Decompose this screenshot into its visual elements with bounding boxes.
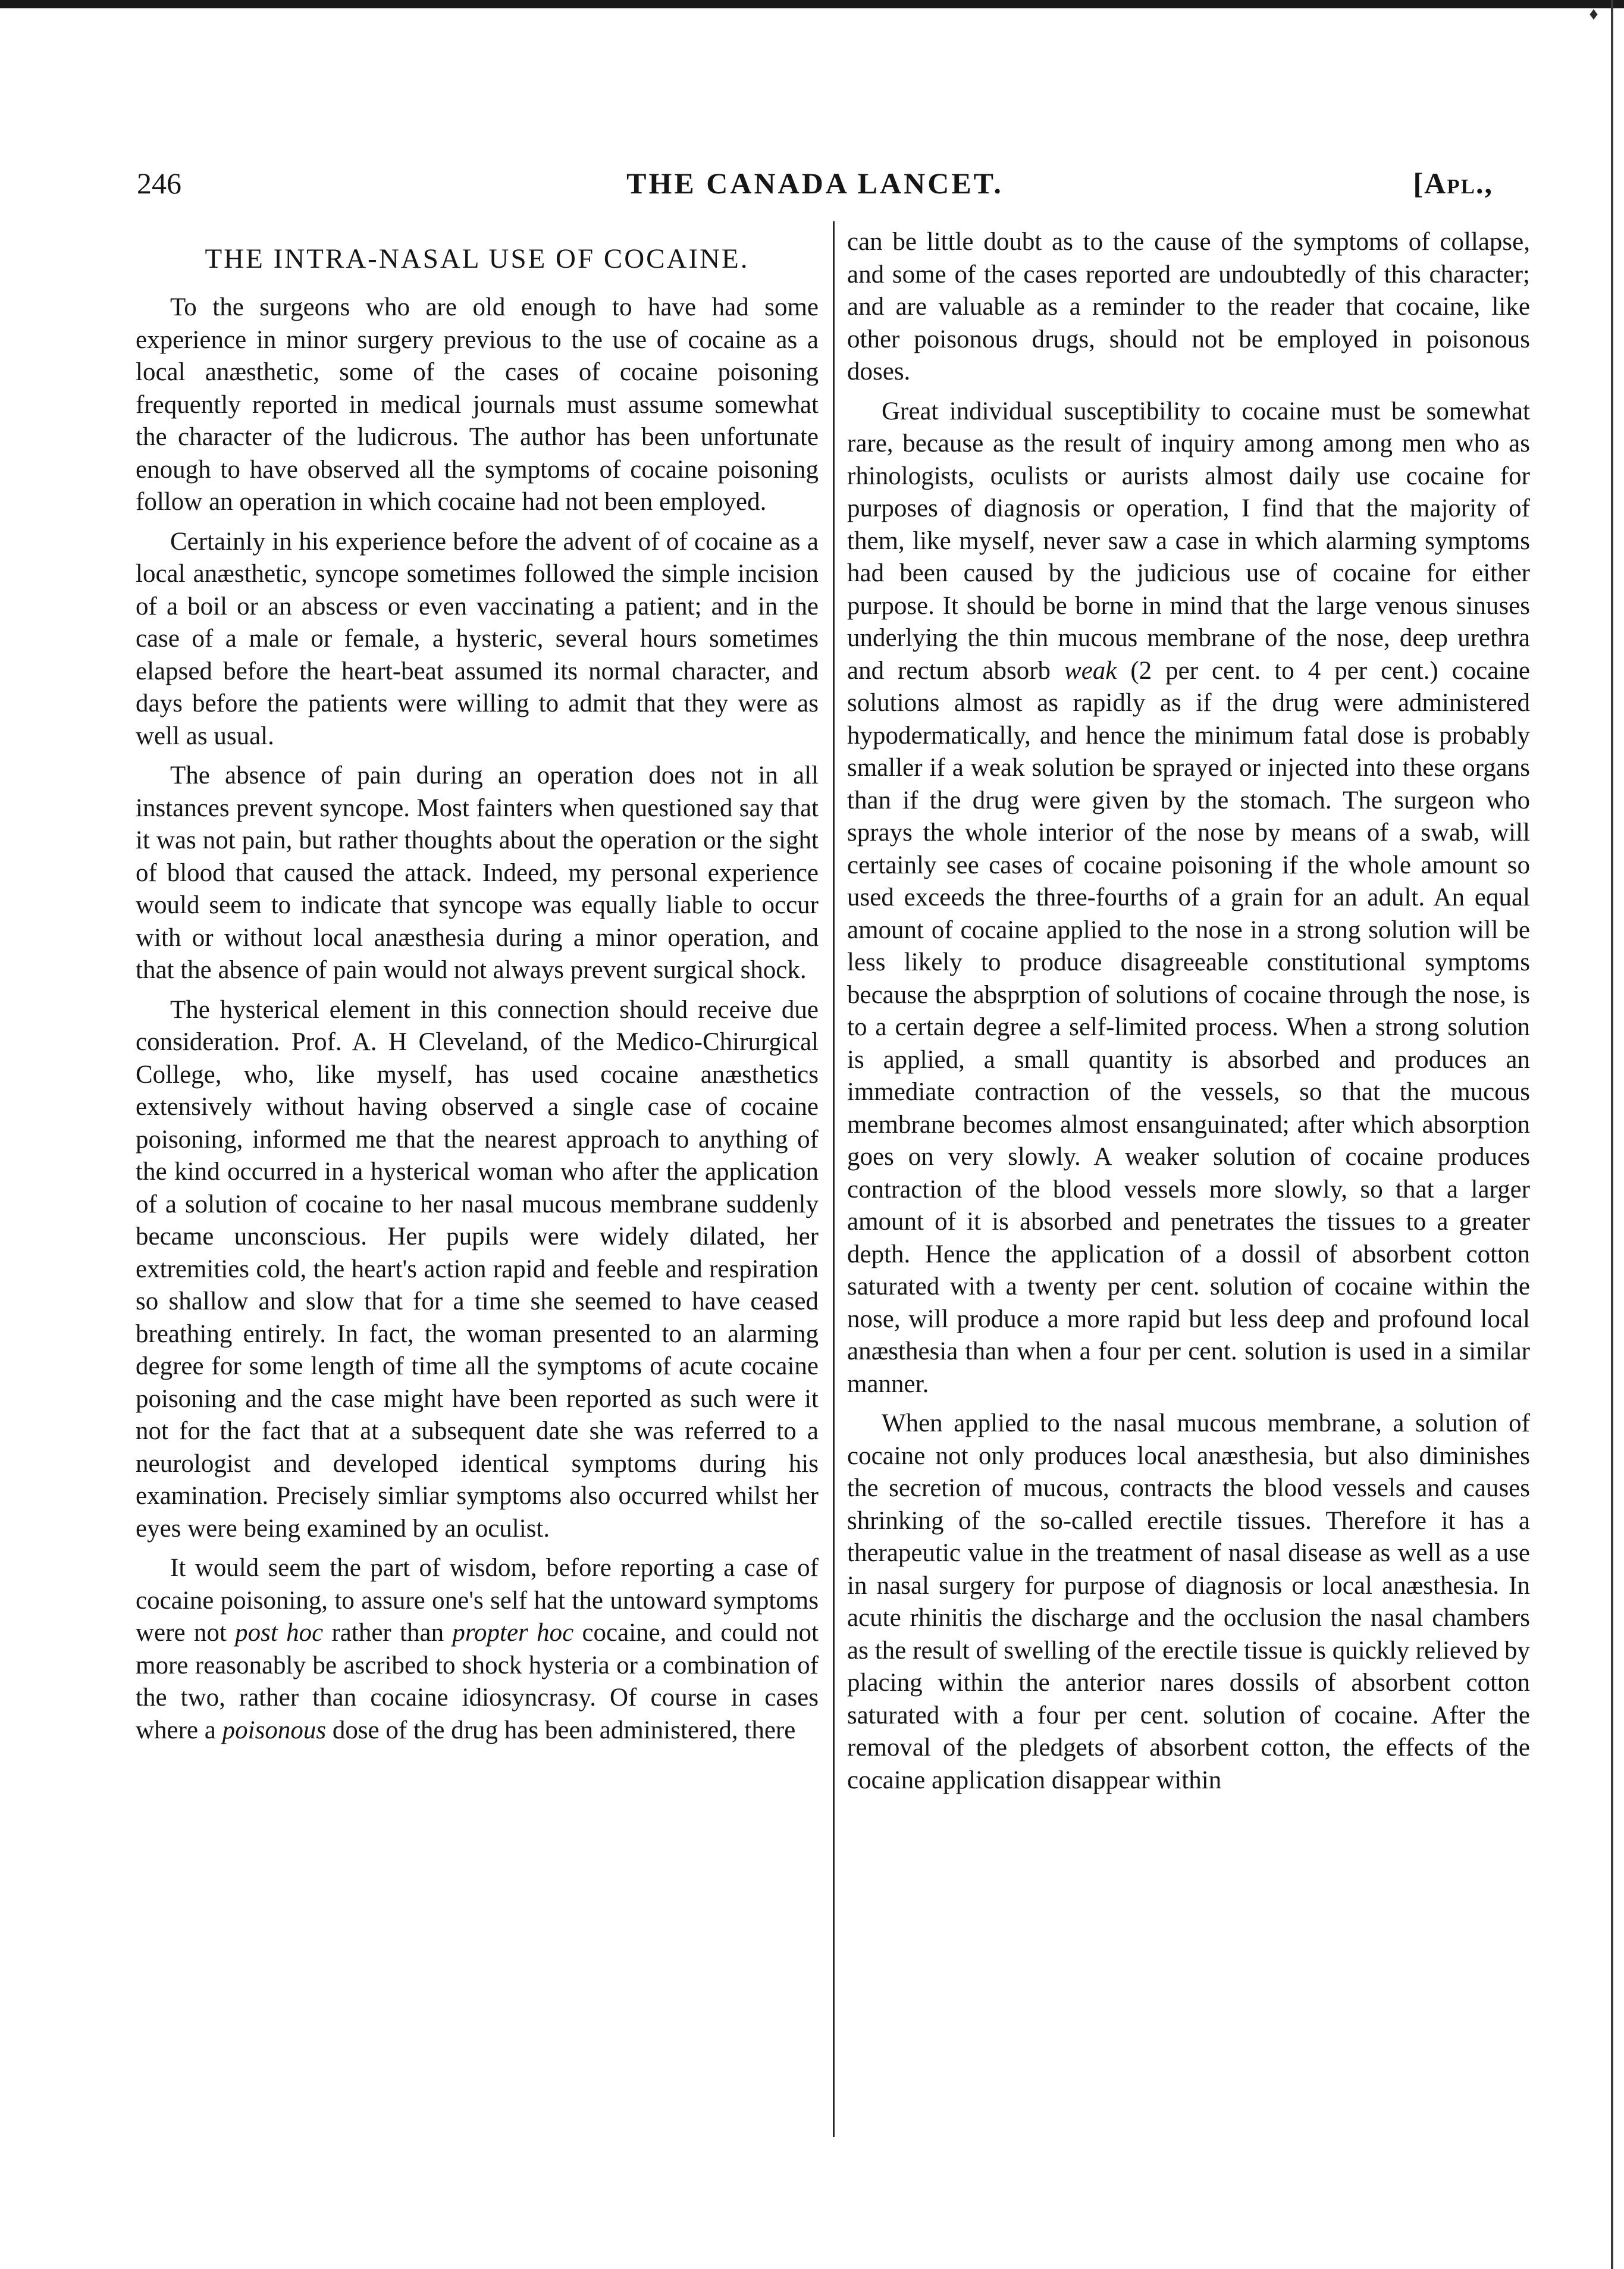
text-run: Great individual susceptibility to cocaine must be somewhat rare, because as the result of inquiry among among men who as rhinologists, oculists or aurists almost daily use cocaine for purposes of diagnosis or operation, I find that the majority of them, like myself, never saw a case in which alarming symptoms had been caused by the judicious use of cocaine for either purpose. It should be borne in mind that the large venous sinuses underlying the thin mucous membrane of the nose, deep urethra and rectum absorb <box>847 397 1530 685</box>
text-run: dose of the drug has been administered, there <box>326 1716 796 1744</box>
page-header <box>137 159 1493 207</box>
paragraph-continued: can be little doubt as to the cause of the symptoms of collapse, and some of the cases reported are undoubtedly of this character; and are valuable as a reminder to the reader that cocaine, like other poisonous drugs, should not be employed in poisonous doses. <box>847 228 1530 386</box>
text-run: cocaine, and could not more reasonably be ascribed to shock hysteria or a combination of the two, rather than cocaine idiosyncrasy. Of course in cases where a <box>136 1619 819 1744</box>
text-run: It would seem the part of wisdom, before reporting a case of cocaine poisoning, to assure one's self hat the untoward symptoms were not <box>136 1554 819 1647</box>
paragraph: To the surgeons who are old enough to have had some experience in minor surgery previous to the use of cocaine as a local anæsthetic, some of the cases of cocaine poisoning frequently reported in medical journals must assume somewhat the character of the ludicrous. The author has been unfortunate enough to have observed all the symptoms of cocaine poisoning follow an operation in which cocaine had not been employed. <box>136 293 819 516</box>
page-number: 246 <box>137 167 181 200</box>
paragraph: Certainly in his experience before the advent of of cocaine as a local anæsthetic, syncope sometimes followed the simple incision of a boil or an abscess or even vaccinating a patient; and in the case of a male or female, a hysteric, several hours sometimes elapsed before the heart-beat assumed its normal character, and days before the patients were willing to admit that they were as well as usual. <box>136 527 819 750</box>
italic-text: poisonous <box>222 1716 327 1744</box>
paragraph <box>847 396 1530 1401</box>
column-divider <box>833 221 835 2137</box>
paragraph <box>136 1552 819 1747</box>
paragraph: The hysterical element in this connection should receive due consideration. Prof. A. H Cleveland, of the Medico-Chirurgical College, who, like myself, has used cocaine anæsthetics extensively without having observed a single case of cocaine poisoning, informed me that the nearest approach to anything of the kind occurred in a hysterical woman who after the application of a solution of cocaine to her nasal mucous membrane suddenly became unconscious. Her pupils were widely dilated, her extremities cold, the heart's action rapid and feeble and respiration so shallow and slow that for a time she seemed to have ceased breathing entirely. In fact, the woman presented to an alarming degree for some length of time all the symptoms of acute cocaine poisoning and the case might have been reported as such were it not for the fact that at a subsequent date she was referred to a neurologist and developed identical symptoms during his examination. Precisely simliar symptoms also occurred whilst her eyes were being examined by an oculist. <box>136 995 819 1543</box>
italic-text: weak <box>1064 656 1117 685</box>
page-edge-shadow <box>1611 0 1613 2269</box>
text-run: (2 per cent. to 4 per cent.) cocaine solutions almost as rapidly as if the drug were administered hypodermatically, and hence the minimum fatal dose is probably smaller if a weak solution be sprayed or injected into these organs than if the drug were given by the stomach. The surgeon who sprays the whole interior of the nose by means of a swab, will certainly see cases of cocaine poisoning if the whole amount so used exceeds the three-fourths of a grain for an adult. An equal amount of cocaine applied to the nose in a strong solution will be less likely to produce disagreeable constitutional symptoms because the absprption of solutions of cocaine through the nose, is to a certain degree a self-limited process. When a strong solution is applied, a small quantity is absorbed and produces an immediate contraction of the vessels, so that the mucous membrane becomes almost ensanguinated; after which absorption goes on very slowly. A weaker solution of cocaine produces contraction of the blood vessels more slowly, so that a larger amount of it is absorbed and penetrates the tissues to a greater depth. Hence the application of a dossil of absorbent cotton saturated with a twenty per cent. solution of cocaine within the nose, will produce a more rapid but less deep and profound local anæsthesia than when a four per cent. solution is used in a similar manner. <box>847 656 1530 1398</box>
left-column <box>136 226 819 2148</box>
italic-text: propter hoc <box>452 1619 574 1647</box>
right-column <box>847 226 1530 2148</box>
corner-ornament-mark: ♦ <box>1589 4 1598 24</box>
journal-title: THE CANADA LANCET. <box>626 167 1004 200</box>
issue-month: [Apl., <box>1413 167 1493 200</box>
paragraph: The absence of pain during an operation does not in all instances prevent syncope. Most fainters when questioned say that it was not pain, but rather thoughts about the operation or the sight of blood that caused the attack. Indeed, my personal experience would seem to indicate that syncope was equally liable to occur with or without local anæsthesia during a minor operation, and that the absence of pain would not always prevent surgical shock. <box>136 761 819 984</box>
article-title: THE INTRA-NASAL USE OF COCAINE. <box>205 243 750 274</box>
paragraph: When applied to the nasal mucous membrane, a solution of cocaine not only produces local anæsthesia, but also diminishes the secretion of mucous, contracts the blood vessels and causes shrinking of the so-called erectile tissues. Therefore it has a therapeutic value in the treatment of nasal disease as well as a use in nasal surgery for purpose of diagnosis or local anæsthesia. In acute rhinitis the discharge and the occlusion the nasal chambers as the result of swelling of the erectile tissue is quickly relieved by placing within the anterior nares dossils of absorbent cotton saturated with a four per cent. solution of cocaine. After the removal of the pledgets of absorbent cotton, the effects of the cocaine application disappear within <box>847 1409 1530 1794</box>
top-border-rule <box>0 0 1624 8</box>
text-run: rather than <box>323 1619 453 1647</box>
italic-text: post hoc <box>235 1619 324 1647</box>
